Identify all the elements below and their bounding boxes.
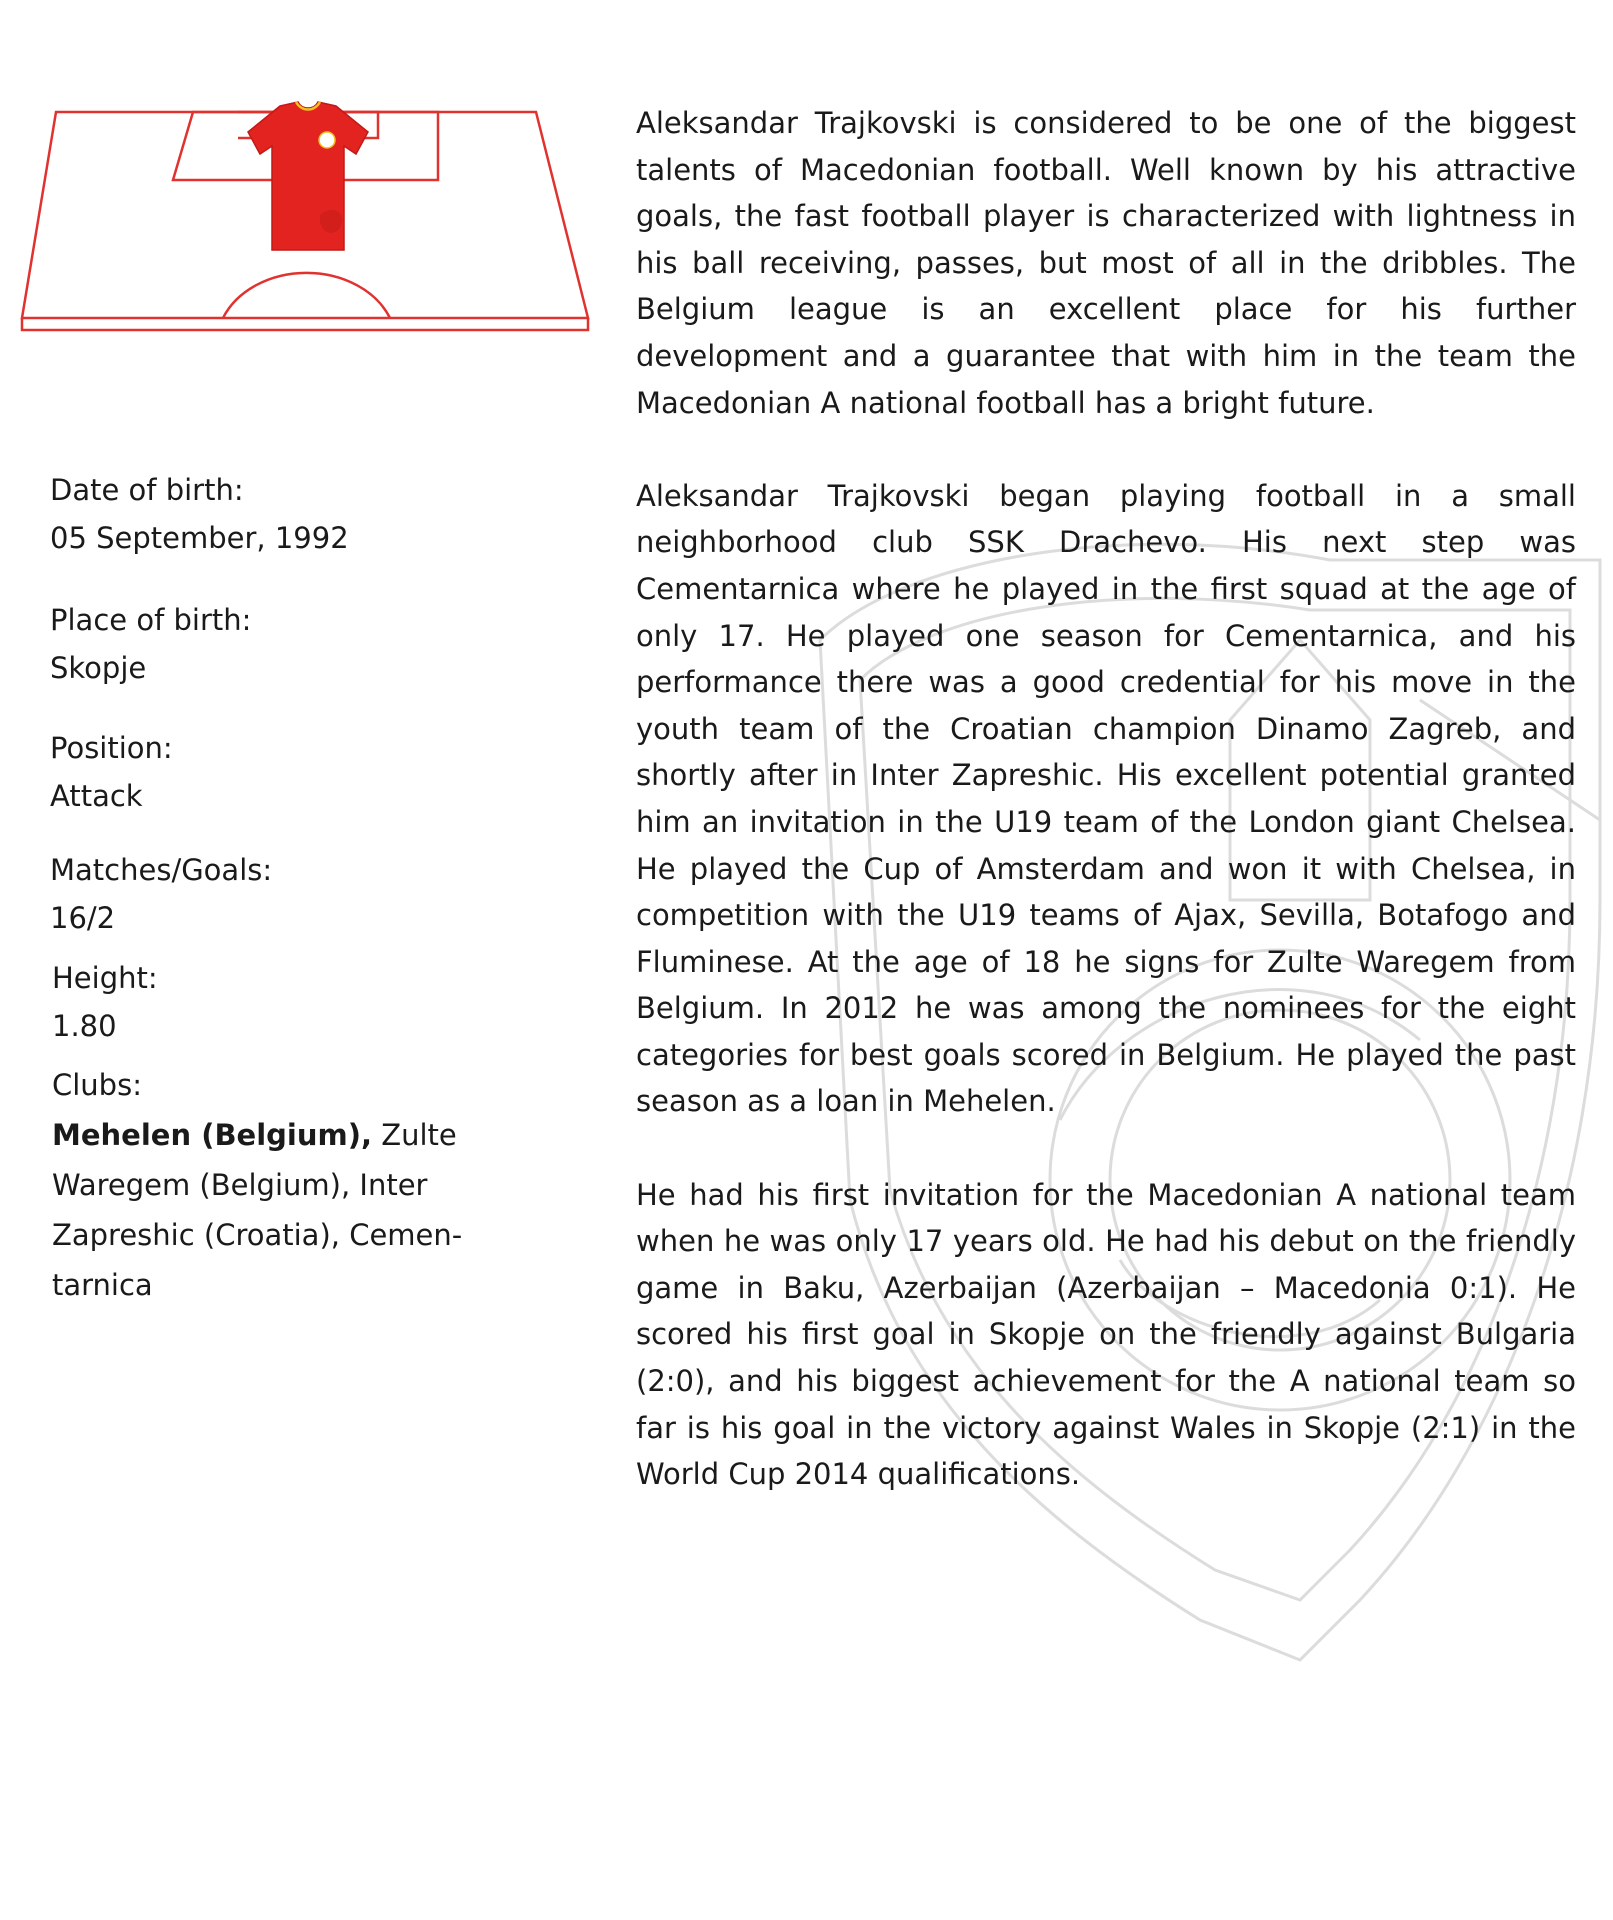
date-of-birth bbox=[50, 466, 349, 562]
height-label: Height: bbox=[52, 961, 158, 995]
place-of-birth bbox=[50, 596, 251, 692]
height-value: 1.80 bbox=[52, 1009, 117, 1043]
matches-goals-label: Matches/Goals: bbox=[50, 853, 273, 887]
bio-paragraph-3: He had his first invitation for the Macedonian A national team when he was only 17 years old. He had his debut on the friendly game in Baku, Azerbaijan (Azerbaijan – Macedonia 0:1). He scored his first goal in Skopje on the friendly against Bulgaria (2:0), and his biggest achievement for the A national team so far is his goal in the victory against Wales in Skopje (2:1) in the World Cup 2014 qualifications. bbox=[636, 1177, 1576, 1492]
current-club: Mehelen (Belgium), bbox=[52, 1118, 372, 1152]
matches-goals-value: 16/2 bbox=[50, 901, 116, 935]
height bbox=[52, 954, 158, 1050]
clubs-value bbox=[52, 1110, 512, 1310]
place-of-birth-label: Place of birth: bbox=[50, 603, 252, 637]
position-label: Position: bbox=[50, 731, 173, 765]
bio-paragraph-2: Aleksandar Trajkovski began playing football in a small neighborhood club SSK Drachevo. His next step was Cementarnica where he played in the first squad at the age of only 17. He played one season for Cementarnica, and his performance there was a good credential for his move in the youth team of the Croatian champion Dinamo Zagreb, and shortly after in Inter Zapreshic. His excellent potential granted him an invitation in the U19 team of the London giant Chelsea. He played the Cup of Amsterdam and won it with Chelsea, in competition with the U19 teams of Ajax, Sevilla, Botafogo and Fluminese. At the age of 18 he signs for Zulte Waregem from Belgium. In 2012 he was among the nominees for the eight categories for best goals scored in Belgium. He played the past season as a loan in Mehelen. bbox=[636, 478, 1576, 1119]
clubs-label: Clubs: bbox=[52, 1068, 142, 1102]
clubs bbox=[52, 1060, 512, 1310]
date-of-birth-value: 05 September, 1992 bbox=[50, 521, 349, 555]
football-pitch-icon bbox=[18, 100, 594, 340]
date-of-birth-label: Date of birth: bbox=[50, 473, 244, 507]
matches-goals bbox=[50, 846, 272, 942]
player-biography bbox=[636, 100, 1576, 1544]
position bbox=[50, 724, 173, 820]
position-value: Attack bbox=[50, 779, 143, 813]
place-of-birth-value: Skopje bbox=[50, 651, 147, 685]
previous-clubs: Zulte Waregem (Belgium), Inter Zapreshic (Croatia), Cemen-tarnica bbox=[52, 1118, 463, 1302]
bio-paragraph-1: Aleksandar Trajkovski is considered to be one of the biggest talents of Macedonian football. Well known by his attractive goals, the fast football player is characterized with lightness in his ball receiving, passes, but most of all in the dribbles. The Belgium league is an excellent place for his further development and a guarantee that with him in the team the Macedonian A national football has a bright future. bbox=[636, 106, 1576, 420]
